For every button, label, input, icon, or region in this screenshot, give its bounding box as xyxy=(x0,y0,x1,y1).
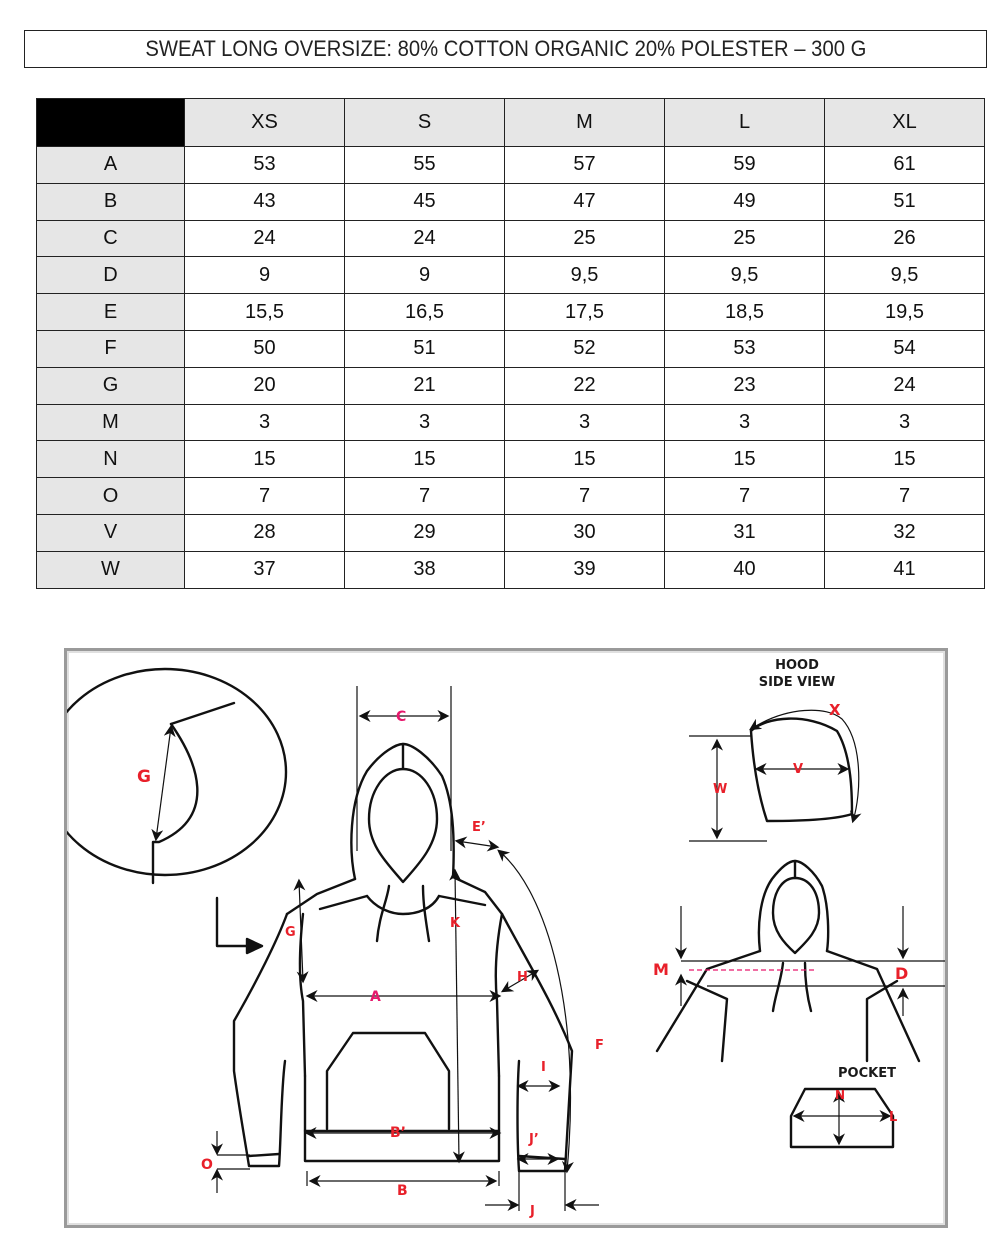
measurement-value: 25 xyxy=(665,220,825,257)
armhole-detail-circle xyxy=(67,669,286,875)
label-i: I xyxy=(541,1060,546,1075)
measurement-value: 43 xyxy=(185,183,345,220)
measurement-value: 55 xyxy=(345,147,505,184)
measurement-label: B xyxy=(37,183,185,220)
measurement-label: D xyxy=(37,257,185,294)
measurement-value: 31 xyxy=(665,514,825,551)
measurement-value: 37 xyxy=(185,551,345,588)
measurement-value: 61 xyxy=(825,147,985,184)
label-x: X xyxy=(829,701,841,719)
measurement-label: M xyxy=(37,404,185,441)
measurement-value: 7 xyxy=(185,478,345,515)
size-header-xs: XS xyxy=(185,99,345,147)
measurement-value: 26 xyxy=(825,220,985,257)
label-d: D xyxy=(895,964,909,983)
measurement-value: 15 xyxy=(665,441,825,478)
measurement-label: F xyxy=(37,330,185,367)
label-e: E’ xyxy=(472,820,486,835)
measurement-value: 20 xyxy=(185,367,345,404)
measurement-value: 9 xyxy=(345,257,505,294)
measurement-value: 7 xyxy=(505,478,665,515)
pocket-caption: POCKET xyxy=(838,1066,896,1081)
measurement-label: V xyxy=(37,514,185,551)
measurement-label: A xyxy=(37,147,185,184)
product-title-text: SWEAT LONG OVERSIZE: 80% COTTON ORGANIC 20% POLESTER – 300 G xyxy=(145,36,866,61)
measurement-value: 38 xyxy=(345,551,505,588)
measurement-row-a xyxy=(37,147,985,184)
hoodie-measurement-illustration xyxy=(67,651,945,1225)
measurement-row-d xyxy=(37,257,985,294)
measurement-value: 32 xyxy=(825,514,985,551)
measurement-value: 3 xyxy=(825,404,985,441)
measurement-value: 59 xyxy=(665,147,825,184)
measurement-value: 24 xyxy=(185,220,345,257)
measurement-value: 15,5 xyxy=(185,294,345,331)
measurement-value: 52 xyxy=(505,330,665,367)
measurement-value: 9,5 xyxy=(665,257,825,294)
measurement-value: 7 xyxy=(345,478,505,515)
measurement-row-b xyxy=(37,183,985,220)
corner-cell xyxy=(37,99,185,147)
measurement-value: 16,5 xyxy=(345,294,505,331)
measurement-value: 53 xyxy=(665,330,825,367)
measurement-row-e xyxy=(37,294,985,331)
measurement-value: 53 xyxy=(185,147,345,184)
measurement-value: 9,5 xyxy=(505,257,665,294)
measurement-value: 50 xyxy=(185,330,345,367)
measurement-row-v xyxy=(37,514,985,551)
measurement-value: 24 xyxy=(345,220,505,257)
measurement-value: 51 xyxy=(345,330,505,367)
measurement-row-f xyxy=(37,330,985,367)
hood-caption-line2: SIDE VIEW xyxy=(758,675,836,690)
measurement-row-g xyxy=(37,367,985,404)
measurement-value: 22 xyxy=(505,367,665,404)
measurement-value: 19,5 xyxy=(825,294,985,331)
measurement-value: 25 xyxy=(505,220,665,257)
measurement-value: 7 xyxy=(665,478,825,515)
measurement-value: 15 xyxy=(345,441,505,478)
measurement-value: 24 xyxy=(825,367,985,404)
measurement-row-o xyxy=(37,478,985,515)
label-w: W xyxy=(713,782,728,797)
measurement-value: 9,5 xyxy=(825,257,985,294)
size-header-row xyxy=(37,99,985,147)
measurement-value: 9 xyxy=(185,257,345,294)
label-j-inner: J’ xyxy=(529,1132,539,1147)
measurement-label: W xyxy=(37,551,185,588)
measurement-value: 29 xyxy=(345,514,505,551)
measurement-row-w xyxy=(37,551,985,588)
measurement-value: 30 xyxy=(505,514,665,551)
size-header-l: L xyxy=(665,99,825,147)
measurement-value: 51 xyxy=(825,183,985,220)
size-chart-table xyxy=(36,98,985,589)
measurement-value: 3 xyxy=(505,404,665,441)
measurement-row-n xyxy=(37,441,985,478)
label-k: K xyxy=(450,916,461,931)
measurement-value: 18,5 xyxy=(665,294,825,331)
measurement-value: 23 xyxy=(665,367,825,404)
label-b: B xyxy=(397,1183,408,1199)
measurement-value: 45 xyxy=(345,183,505,220)
measurement-row-c xyxy=(37,220,985,257)
measurement-label: E xyxy=(37,294,185,331)
measurement-value: 47 xyxy=(505,183,665,220)
measurement-value: 3 xyxy=(185,404,345,441)
label-f: F xyxy=(595,1038,604,1053)
measurement-value: 17,5 xyxy=(505,294,665,331)
measurement-value: 7 xyxy=(825,478,985,515)
measurement-value: 54 xyxy=(825,330,985,367)
label-g: G xyxy=(285,925,296,940)
measurement-label: O xyxy=(37,478,185,515)
measurement-value: 15 xyxy=(825,441,985,478)
product-title xyxy=(24,30,987,68)
measurement-row-m xyxy=(37,404,985,441)
measurement-diagram xyxy=(64,648,948,1228)
measurement-value: 28 xyxy=(185,514,345,551)
size-header-xl: XL xyxy=(825,99,985,147)
measurement-label: G xyxy=(37,367,185,404)
label-o: O xyxy=(201,1157,213,1173)
label-b-inner: B’ xyxy=(390,1125,406,1141)
measurement-label: N xyxy=(37,441,185,478)
label-j: J xyxy=(530,1204,535,1219)
measurement-label: C xyxy=(37,220,185,257)
measurement-value: 49 xyxy=(665,183,825,220)
size-header-m: M xyxy=(505,99,665,147)
measurement-value: 39 xyxy=(505,551,665,588)
label-h: H xyxy=(517,970,528,985)
measurement-value: 57 xyxy=(505,147,665,184)
label-c: C xyxy=(396,709,407,725)
hood-caption-line1: HOOD xyxy=(775,658,819,673)
measurement-value: 3 xyxy=(345,404,505,441)
measurement-value: 3 xyxy=(665,404,825,441)
measurement-value: 15 xyxy=(185,441,345,478)
measurement-value: 21 xyxy=(345,367,505,404)
label-n: N xyxy=(835,1088,846,1102)
measurement-value: 41 xyxy=(825,551,985,588)
label-v: V xyxy=(793,762,804,777)
label-g-detail: G xyxy=(137,767,151,787)
label-l: L xyxy=(889,1110,898,1125)
measurement-value: 15 xyxy=(505,441,665,478)
measurement-value: 40 xyxy=(665,551,825,588)
size-header-s: S xyxy=(345,99,505,147)
label-m: M xyxy=(653,960,669,979)
label-a: A xyxy=(370,989,381,1005)
